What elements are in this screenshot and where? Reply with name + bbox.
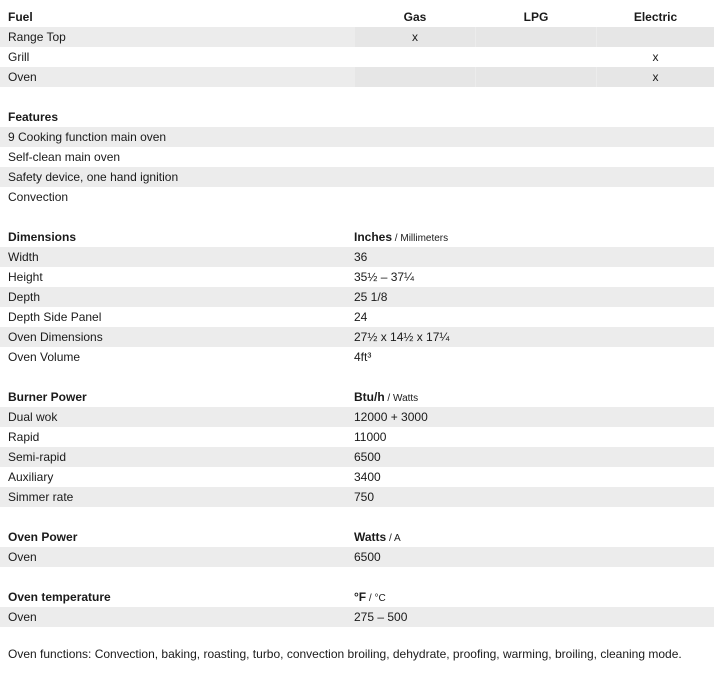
oven-power-row-oven [0,547,714,567]
burner-row-semi-rapid [0,447,714,467]
burner-row-auxiliary [0,467,714,487]
spec-label: Oven [8,610,37,624]
burner-power-unit-header [354,387,418,407]
burner-row-rapid [0,427,714,447]
unit-alt: Watts [393,393,419,404]
features-item-label: Convection [8,190,69,204]
burner-row-simmer-rate [0,487,714,507]
features-item [0,187,714,207]
fuel-cell-range-top-electric [597,27,714,47]
fuel-cell-range-top-lpg [476,27,596,47]
fuel-cell-oven-gas [355,67,475,87]
features-section-title: Features [8,110,59,124]
fuel-row-label: Oven [8,70,37,84]
features-item [0,147,714,167]
oven-power-section-title: Oven Power [8,530,78,544]
spec-label: Dual wok [8,410,58,424]
spec-label: Oven Volume [8,350,81,364]
oven-temperature-section-title: Oven temperature [8,590,111,604]
dimensions-row-width [0,247,714,267]
unit-alt: Millimeters [400,233,449,244]
fuel-header-row [0,7,714,27]
unit-alt: A [394,533,401,544]
dimensions-row-depth [0,287,714,307]
fuel-cell-grill-gas [355,47,475,67]
unit-separator: / [386,533,395,544]
oven-temperature-header-row [0,587,714,607]
unit-alt: °C [374,593,386,604]
dimensions-row-oven-volume [0,347,714,367]
burner-row-dual-wok [0,407,714,427]
unit-main: Inches [354,230,393,244]
fuel-section-title: Fuel [8,10,33,24]
fuel-column-electric: Electric [633,10,678,24]
oven-power-header-row [0,527,714,547]
fuel-cell-grill-lpg [476,47,596,67]
burner-power-header-row [0,387,714,407]
fuel-row-label: Grill [8,50,30,64]
dimensions-row-depth-side-panel [0,307,714,327]
fuel-grid-row [0,27,714,47]
features-header-row [0,107,714,127]
oven-temperature-row-oven [0,607,714,627]
features-item-label: Self-clean main oven [8,150,121,164]
spec-label: Depth [8,290,41,304]
unit-separator: / [392,233,401,244]
unit-main: °F [354,590,367,604]
spec-label: Oven [8,550,37,564]
features-item [0,167,714,187]
spec-label: Semi-rapid [8,450,67,464]
unit-main: Watts [354,530,387,544]
burner-power-section-title: Burner Power [8,390,87,404]
oven-power-unit-header [354,527,401,547]
dimensions-unit-header [354,227,448,247]
spec-value: 4ft³ [354,350,372,364]
spec-label: Width [8,250,39,264]
fuel-row-label: Range Top [8,30,66,44]
spec-value: 11000 [354,430,387,444]
spec-label: Auxiliary [8,470,54,484]
spec-label: Depth Side Panel [8,310,102,324]
spec-value: 750 [354,490,375,504]
features-item-label: Safety device, one hand ignition [8,170,179,184]
spec-value: 27½ x 14½ x 17¼ [354,330,450,344]
dimensions-section-title: Dimensions [8,230,77,244]
spec-value: 275 – 500 [354,610,408,624]
spec-value: 12000 + 3000 [354,410,428,424]
spec-value: 6500 [354,550,381,564]
features-item-label: 9 Cooking function main oven [8,130,167,144]
spec-value: 36 [354,250,368,264]
fuel-cell-grill-electric: x [652,50,659,64]
fuel-column-lpg: LPG [523,10,549,24]
dimensions-header-row [0,227,714,247]
fuel-cell-oven-electric: x [597,67,714,87]
oven-temperature-unit-header [354,587,386,607]
fuel-cell-oven-lpg [476,67,596,87]
fuel-grid-row [0,47,714,67]
fuel-grid-row [0,67,714,87]
spec-value: 35½ – 37¼ [354,270,415,284]
features-item [0,127,714,147]
unit-separator: / [366,593,375,604]
spec-label: Rapid [8,430,40,444]
spec-value: 24 [354,310,368,324]
spec-label: Simmer rate [8,490,74,504]
spec-value: 3400 [354,470,381,484]
fuel-cell-range-top-gas: x [355,27,475,47]
unit-main: Btu/h [354,390,385,404]
dimensions-row-oven-dimensions [0,327,714,347]
fuel-column-gas: Gas [403,10,427,24]
unit-separator: / [384,393,393,404]
spec-label: Height [8,270,43,284]
spec-value: 25 1/8 [354,290,388,304]
dimensions-row-height [0,267,714,287]
spec-label: Oven Dimensions [8,330,103,344]
oven-functions-note: Oven functions: Convection, baking, roasting, turbo, convection broiling, dehydrate, proofing, warming, broiling, cleaning mode. [8,647,682,661]
spec-value: 6500 [354,450,381,464]
